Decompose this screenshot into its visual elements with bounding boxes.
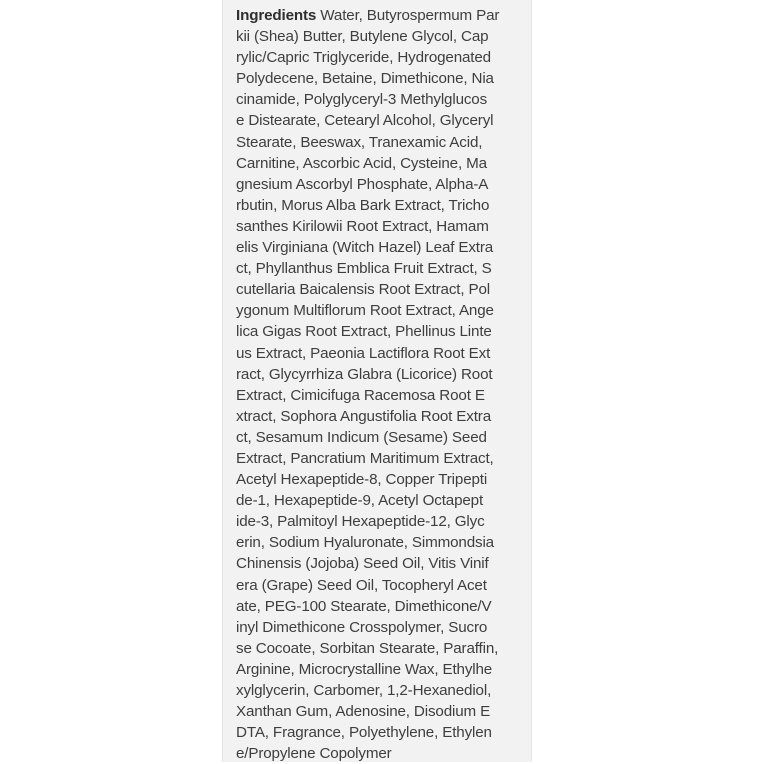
ingredients-line: rylic/Capric Triglyceride, Hydrogenated [236,49,491,67]
ingredients-line-text: Water, Butyrospermum Par [316,7,500,24]
ingredients-text-block [236,5,536,764]
ingredients-line: gnesium Ascorbyl Phosphate, Alpha-A [236,175,489,193]
ingredients-line: erin, Sodium Hyaluronate, Simmondsia [236,534,494,552]
ingredients-line: cinamide, Polyglyceryl-3 Methylglucos [236,91,488,109]
ingredients-line: elis Virginiana (Witch Hazel) Leaf Extra [236,239,494,257]
ingredients-line [236,5,536,26]
ingredients-line: santhes Kirilowii Root Extract, Hamam [236,217,489,235]
ingredients-line: ct, Sesamum Indicum (Sesame) Seed [236,428,487,446]
ingredients-line: xtract, Sophora Angustifolia Root Extra [236,407,492,425]
ingredients-line: kii (Shea) Butter, Butylene Glycol, Cap [236,28,489,46]
ingredients-line: e Distearate, Cetearyl Alcohol, Glyceryl [236,112,494,130]
ingredients-line: ract, Glycyrrhiza Glabra (Licorice) Root [236,365,493,383]
ingredients-line: ct, Phyllanthus Emblica Fruit Extract, S [236,260,492,278]
ingredients-line: Polydecene, Betaine, Dimethicone, Nia [236,70,494,88]
ingredients-line: cutellaria Baicalensis Root Extract, Pol [236,281,490,299]
ingredients-line: Acetyl Hexapeptide-8, Copper Tripepti [236,471,488,489]
ingredients-line: Arginine, Microcrystalline Wax, Ethylhe [236,660,493,678]
ingredients-line: de-1, Hexapeptide-9, Acetyl Octapept [236,492,484,510]
ingredients-line: Extract, Cimicifuga Racemosa Root E [236,386,485,404]
ingredients-line: Extract, Pancratium Maritimum Extract, [236,449,494,467]
ingredients-line: us Extract, Paeonia Lactiflora Root Ext [236,344,491,362]
ingredients-line: Chinensis (Jojoba) Seed Oil, Vitis Vinif [236,555,489,573]
ingredients-line: DTA, Fragrance, Polyethylene, Ethylen [236,724,492,742]
ingredients-line: ygonum Multiflorum Root Extract, Ange [236,302,494,320]
ingredients-line: e/Propylene Copolymer [236,745,392,763]
ingredients-line: era (Grape) Seed Oil, Tocopheryl Acet [236,576,487,594]
ingredients-line: ate, PEG-100 Stearate, Dimethicone/V [236,597,492,615]
ingredients-line: ide-3, Palmitoyl Hexapeptide-12, Glyc [236,513,485,531]
ingredients-line: Carnitine, Ascorbic Acid, Cysteine, Ma [236,154,487,172]
ingredients-line: Xanthan Gum, Adenosine, Disodium E [236,703,491,721]
ingredients-line: rbutin, Morus Alba Bark Extract, Tricho [236,196,490,214]
ingredients-line: inyl Dimethicone Crosspolymer, Sucro [236,618,488,636]
ingredients-line: xylglycerin, Carbomer, 1,2-Hexanediol, [236,682,492,699]
ingredients-line: se Cocoate, Sorbitan Stearate, Paraffin, [236,639,499,657]
ingredients-line: Stearate, Beeswax, Tranexamic Acid, [236,133,483,151]
ingredients-line: lica Gigas Root Extract, Phellinus Linte [236,323,492,341]
ingredients-heading: Ingredients [236,7,317,24]
